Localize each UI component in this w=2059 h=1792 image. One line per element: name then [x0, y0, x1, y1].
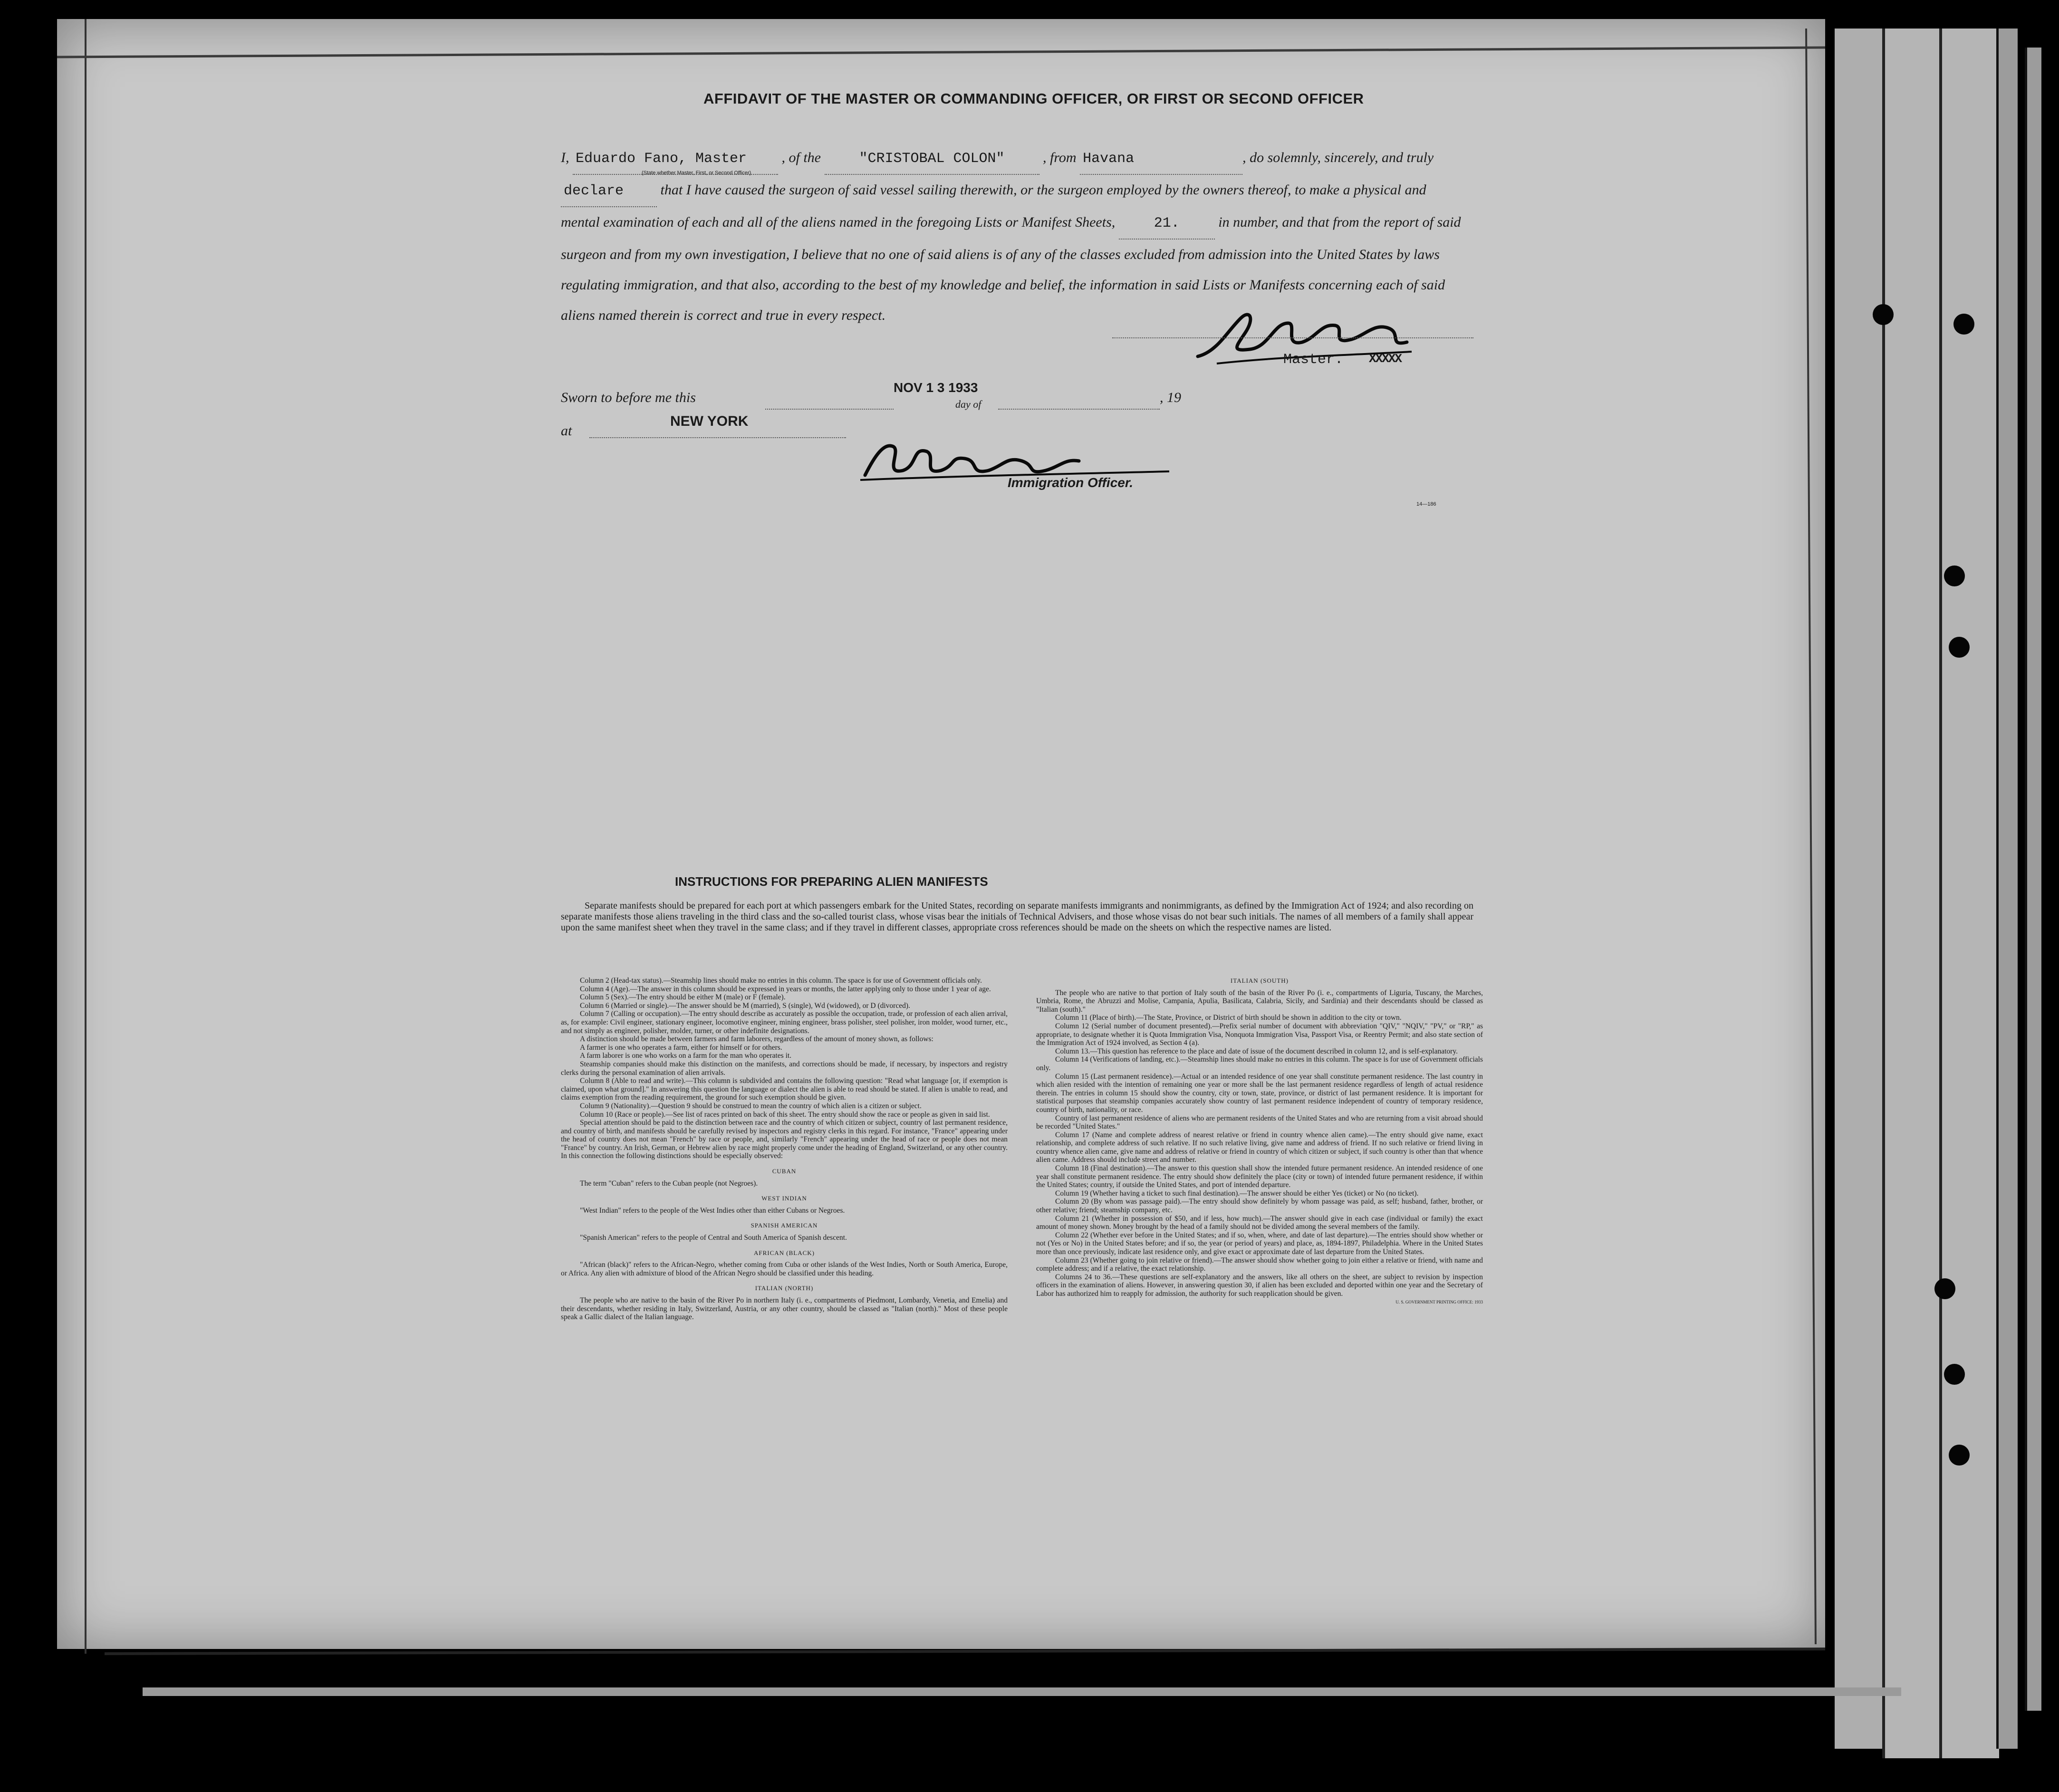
instruction-paragraph: Column 15 (Last permanent residence).—Actual or an intended residence of one year shall constitute permanent residence. The last country in which alien resided with the intention of remaining one year or more shall be the last permanent residence regardless of length of actual residence therein. The entries in column 15 should show the country, city or town, state, province, or district of last permanent residence. It is important for statistical purposes that steamship companies accurately show country of last permanent residence independent of country of temporary residence, country of birth, nationality, or race. — [1036, 1072, 1483, 1114]
instruction-paragraph: Column 6 (Married or single).—The answer should be M (married), S (single), Wd (widowed), or D (divorced). — [580, 1001, 910, 1010]
instruction-paragraph: Column 18 (Final destination).—The answer to this question shall show the intended future permanent residence. An intended residence of one year shall constitute permanent residence. The entry should show definitely the place (city or town) of intended future permanent residence, if within the United States; country, if outside the United States, and port of intended departure. — [1036, 1164, 1483, 1189]
section-text: "West Indian" refers to the people of the West Indies other than either Cubans or Negroes. — [580, 1206, 845, 1215]
officer-note: (State whether Master, First, or Second Officer) — [642, 170, 751, 176]
aff-text: that I have caused the surgeon of said vessel sailing therewith, or the surgeon employed by the owners thereof, to make a physical and mental examination of each and all of the aliens named in the foregoing Lists or Manifest Sheets, — [561, 182, 1426, 230]
instructions-left-column — [561, 977, 1008, 1322]
section-heading: CUBAN — [772, 1168, 797, 1175]
aff-text: , do — [1242, 150, 1264, 165]
section-text: The people who are native to the basin of the River Po in northern Italy (i. e., compartments of Piedmont, Lombardy, Venetia, and Emelia) and their descendants, whether residing in Italy, Switzerland, Austria, or any other country, should be classed as "Italian (north)." Most of these people speak a Gallic dialect of the Italian language. — [561, 1296, 1008, 1322]
instruction-paragraph: Steamship companies should make this distinction on the manifests, and corrections should be made, if necessary, by inspectors and registry clerks during the personal examination of alien arrivals. — [561, 1060, 1008, 1077]
printer-imprint: U. S. GOVERNMENT PRINTING OFFICE: 1933 — [1395, 1299, 1483, 1304]
instruction-paragraph: Column 11 (Place of birth).—The State, Province, or District of birth should be shown in addition to the city or town. — [1055, 1014, 1402, 1022]
form-number: 14—186 — [1416, 501, 1436, 507]
sworn-text: Sworn to before me this — [561, 390, 696, 405]
aff-text: , of the — [781, 150, 821, 165]
instruction-paragraph: Special attention should be paid to the distinction between race and the country of which citizen or subject, country of last permanent residence, and country of birth, and manifests should be carefully revised by inspectors and registry clerks in this regard. For instance, "France" appearing under the head of country does not mean "French" by race or people, and, similarly "French" appearing under the head of race or people does not mean "France" by country. An Irish, German, or Hebrew alien by race might properly come under the heading of England, Switzerland, or any other country. In this connection the following distinctions should be especially observed: — [561, 1119, 1008, 1160]
instruction-paragraph: Country of last permanent residence of aliens who are permanent residents of the United States and who are returning from a visit abroad should be recorded "United States." — [1036, 1114, 1483, 1131]
section-heading: WEST INDIAN — [761, 1195, 807, 1202]
instruction-paragraph: A distinction should be made between farmers and farm laborers, regardless of the amount of money shown, as follows: — [580, 1035, 933, 1044]
aff-text: , from — [1043, 150, 1077, 165]
declare-word: declare — [561, 176, 657, 207]
instruction-paragraph: Column 4 (Age).—The answer in this column should be expressed in years or months, the latter applying only to those under 1 year of age. — [580, 985, 991, 993]
instruction-paragraph: Column 7 (Calling or occupation).—The entry should describe as accurately as possible the occupation, trade, or profession of each alien arrival, as, for example: Civil engineer, stationary engineer, locomotive engineer, mining engineer, brass polisher, steel polisher, iron molder, wood turner, etc., and not simply as engineer, polisher, molder, turner, or other indefinite designations. — [561, 1010, 1008, 1035]
instruction-paragraph: Column 9 (Nationality).—Question 9 should be construed to mean the country of which alien is a citizen or subject. — [580, 1102, 922, 1110]
instruction-paragraph: A farm laborer is one who works on a farm for the man who operates it. — [580, 1052, 792, 1060]
instruction-paragraph: Column 8 (Able to read and write).—This column is subdivided and contains the following question: "Read what language [or, if exemption is claimed, upon what ground]." In answering this question the language or dialect the alien is able to read should be stated. If alien is unable to read, and claims exemption from the reading requirement, the ground for such exemption should be given. — [561, 1077, 1008, 1102]
instructions-right-column — [1036, 977, 1483, 1306]
instruction-paragraph: Column 22 (Whether ever before in the United States; and if so, when, where, and date of last departure).—The entries should show whether or not (Yes or No) in the United States before; and if so, the year (or period of years) and place, as, 1894-1897, Philadelphia. Where in the United States more than once previously, indicate last residence only, and give exact or approximate date of last departure from the United States. — [1036, 1231, 1483, 1256]
sworn-month-line — [998, 409, 1160, 410]
instruction-paragraph: Column 2 (Head-tax status).—Steamship lines should make no entries in this column. The space is for use of Government officials only. — [580, 977, 982, 985]
year-prefix: , 19 — [1160, 390, 1181, 405]
instruction-paragraph: Column 12 (Serial number of document presented).—Prefix serial number of document with abbreviation "QIV," "NQIV," "PV," or "RP," as appropriate, to designate whether it is Quota Immigration Visa, Nonquota Immigration Visa, Passport Visa, or Reentry Permit; and also state section of the Immigration Act of 1924 involved, as Section 4 (a). — [1036, 1022, 1483, 1047]
officer-name: Eduardo Fano, Master — [573, 144, 778, 175]
aff-text: in number, and that from the report of said surgeon and from my own investigation, I believe that no one of said aliens is of any of the classes excluded from admission into the United States by laws regulating immigration, and that also, according to the best of my knowledge and belief, the information in said Lists or Manifests concerning each of said aliens named therein is correct and true in every respect. — [561, 214, 1461, 323]
aff-text: I, — [561, 150, 569, 165]
departure-port: Havana — [1080, 144, 1242, 175]
section-text: The term "Cuban" refers to the Cuban people (not Negroes). — [580, 1179, 758, 1188]
instruction-paragraph: The people who are native to that portion of Italy south of the basin of the River Po (i. e., compartments of Liguria, Tuscany, the Marches, Umbria, Rome, the Abruzzi and Molise, Campania, Apulia, Basilicata, Calabria, Sicily, and Sardinia) and their descendants should be classed as "Italian (south)." — [1036, 988, 1483, 1014]
instructions-title: INSTRUCTIONS FOR PREPARING ALIEN MANIFESTS — [675, 874, 988, 889]
section-heading: AFRICAN (BLACK) — [753, 1249, 815, 1256]
sworn-day-line — [765, 409, 894, 410]
instruction-paragraph: Column 14 (Verifications of landing, etc.).—Steamship lines should make no entries in this column. The space is for use of Government officials only. — [1036, 1055, 1483, 1072]
aff-text: solemnly, sincerely, and truly — [1267, 150, 1434, 165]
instruction-paragraph: A farmer is one who operates a farm, either for himself or for others. — [580, 1043, 782, 1052]
instruction-paragraph: Column 10 (Race or people).—See list of races printed on back of this sheet. The entry should show the race or people as given in said list. — [580, 1110, 990, 1119]
instruction-paragraph: Column 21 (Whether in possession of $50, and if less, how much).—The answer should give in each case (individual or family) the exact amount of money shown. Money brought by the head of a family should not be divided among the several members of the family. — [1036, 1214, 1483, 1231]
sworn-statement — [561, 390, 696, 406]
sheet-count: 21. — [1119, 208, 1215, 240]
struck-title: XXXXX — [1369, 352, 1402, 366]
day-of-label: day of — [955, 398, 981, 410]
instruction-paragraph: Column 19 (Whether having a ticket to such final destination).—The answer should be either Yes (ticket) or No (no ticket). — [1055, 1189, 1419, 1198]
section-text: "African (black)" refers to the African-Negro, whether coming from Cuba or other islands of the West Indies, North or South America, Europe, or Africa. Any alien with admixture of blood of the African Negro should be classified under this heading. — [561, 1261, 1008, 1277]
section-heading: SPANISH AMERICAN — [750, 1222, 818, 1229]
place-line — [589, 437, 846, 438]
section-heading: ITALIAN (SOUTH) — [1231, 977, 1289, 984]
affidavit-title: AFFIDAVIT OF THE MASTER OR COMMANDING OFFICER, OR FIRST OR SECOND OFFICER — [703, 90, 1364, 107]
vessel-name: "CRISTOBAL COLON" — [825, 144, 1039, 175]
at-label: at — [561, 423, 572, 439]
instruction-paragraph: Column 17 (Name and complete address of nearest relative or friend in country whence alien came).—The entry should give name, exact relationship, and complete address of such relative. If no such relative living, give name and address of friend. If no such relative or friend living in country whence alien came, give name and address of relative or friend in country of which citizen or subject, if such country is other than that whence alien came. Address should include street and number. — [1036, 1131, 1483, 1164]
section-text: "Spanish American" refers to the people of Central and South America of Spanish descent. — [580, 1234, 847, 1242]
instruction-paragraph: Column 20 (By whom was passage paid).—The entry should show definitely by whom passage was paid, as self; husband, father, brother, or other relative; friend; steamship company, etc. — [1036, 1198, 1483, 1215]
instruction-paragraph: Columns 24 to 36.—These questions are self-explanatory and the answers, like all others on the sheet, are subject to revision by inspection officers in the examination of aliens. However, in answering question 30, if alien has been excluded and deported within one year and the Secretary of Labor has authorized him to reapply for admission, the authority for such reapplication should be given. — [1036, 1273, 1483, 1298]
date-stamp: NOV 1 3 1933 — [894, 380, 978, 395]
master-signature-line — [1112, 337, 1473, 338]
instruction-paragraph: Column 13.—This question has reference to the place and date of issue of the document described in column 12, and is self-explanatory. — [1055, 1047, 1458, 1055]
instruction-paragraph: Column 5 (Sex).—The entry should be either M (male) or F (female). — [580, 993, 786, 1002]
master-label: Master. — [1283, 352, 1344, 368]
instruction-paragraph: Column 23 (Whether going to join relative or friend).—The answer should show whether going to join either a relative or friend, with name and complete address; and if a relative, the exact relationship. — [1036, 1256, 1483, 1273]
section-heading: ITALIAN (NORTH) — [755, 1284, 814, 1292]
immigration-officer-label: Immigration Officer. — [1008, 475, 1133, 490]
instructions-intro: Separate manifests should be prepared for each port at which passengers embark for the United States, recording on separate manifests immigrants and nonimmigrants, as defined by the Immigration Act of 1924; and also recording on separate manifests those aliens traveling in the third class and the so-called tourist class, whose visas bear the initials of Technical Advisers, and those whose visas do not bear such initials. The names of all members of a family shall appear upon the same manifest sheet when they travel in the same class; and if they travel in different classes, appropriate cross references should be made on the sheets on which the respective names are listed. — [561, 901, 1473, 933]
place-stamp: NEW YORK — [670, 413, 749, 429]
